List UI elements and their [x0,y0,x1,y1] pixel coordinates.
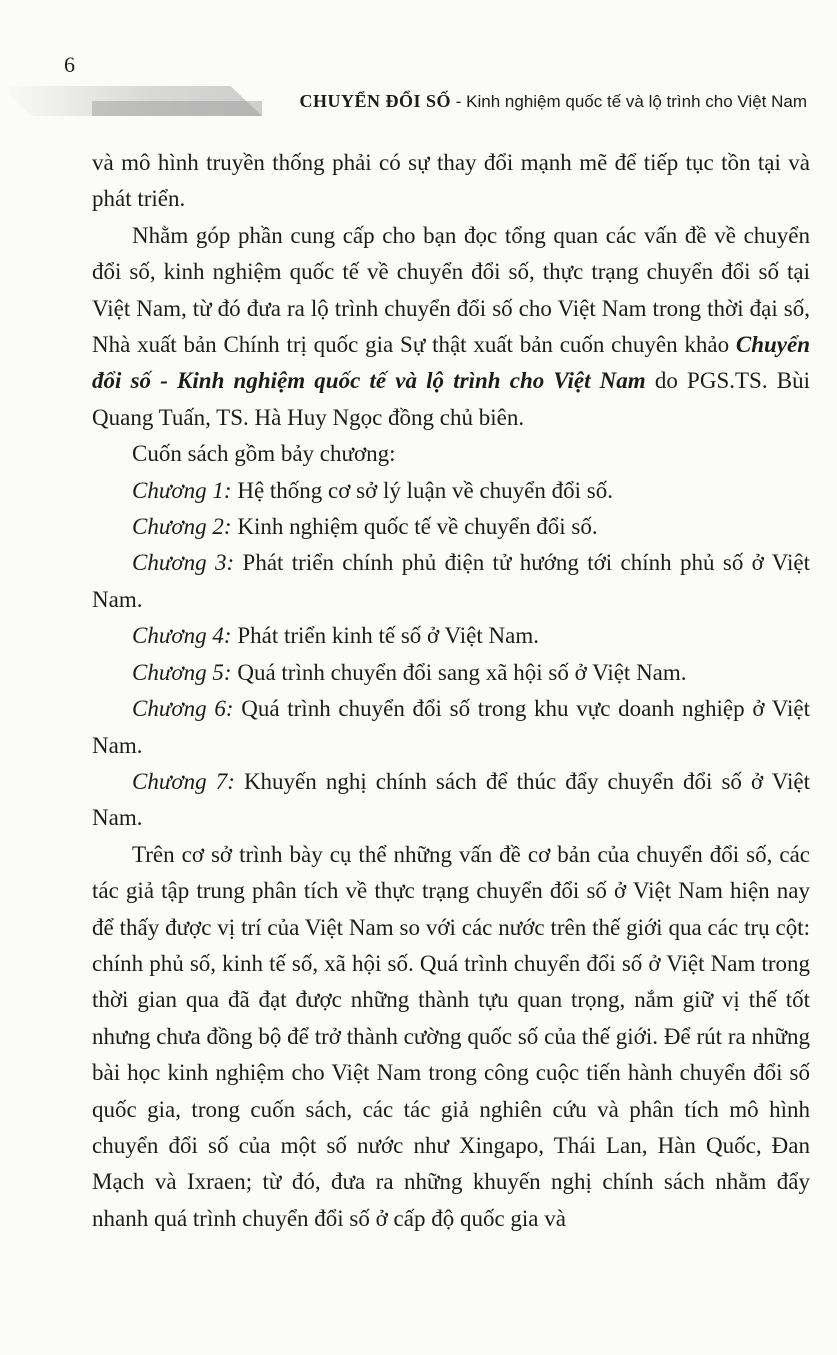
header-decoration-underline [92,101,262,116]
chapter-item [92,545,810,618]
chapter-label: Chương 4: [132,623,232,649]
running-head [300,90,807,113]
chapter-text: Kinh nghiệm quốc tế về chuyển đổi số. [231,514,598,540]
text-block [92,145,810,1237]
chapters-intro: Cuốn sách gồm bảy chương: [132,441,396,467]
chapter-text: Khuyến nghị chính sách để thúc đẩy chuyển đổi số ở Việt Nam. [92,768,810,831]
running-head-title: CHUYỂN ĐỔI SỐ [299,91,452,111]
chapter-item [92,473,810,509]
chapter-text: Quá trình chuyển đổi sang xã hội số ở Việt Nam. [231,659,687,685]
intro-text-before: Nhằm góp phần cung cấp cho bạn đọc tổng quan các vấn đề về chuyển đổi số, kinh nghiệm quốc tế về chuyển đổi số, thực trạng chuyển đổi số tại Việt Nam, từ đó đưa ra lộ trình chuyển đổi số cho Việt Nam trong thời đại số, Nhà xuất bản Chính trị quốc gia Sự thật xuất bản cuốn chuyên khảo [92,222,810,358]
chapter-label: Chương 6: [132,696,234,722]
paragraph-summary: Trên cơ sở trình bày cụ thể những vấn đề cơ bản của chuyển đổi số, các tác giả tập trung phân tích về thực trạng chuyển đổi số ở Việt Nam hiện nay để thấy được vị trí của Việt Nam so với các nước trên thế giới qua các trụ cột: chính phủ số, kinh tế số, xã hội số. Quá trình chuyển đổi số ở Việt Nam trong thời gian qua đã đạt được những thành tựu quan trọng, nắm giữ vị thế tốt nhưng chưa đồng bộ để trở thành cường quốc số của thế giới. Để rút ra những bài học kinh nghiệm cho Việt Nam trong công cuộc tiến hành chuyển đổi số quốc gia, trong cuốn sách, các tác giả nghiên cứu và phân tích mô hình chuyển đổi số của một số nước như Xingapo, Thái Lan, Hàn Quốc, Đan Mạch và Ixraen; từ đó, đưa ra những khuyến nghị chính sách nhằm đẩy nhanh quá trình chuyển đổi số ở cấp độ quốc gia và [92,841,810,1231]
chapter-item [92,655,810,691]
paragraph-continuation: và mô hình truyền thống phải có sự thay đổi mạnh mẽ để tiếp tục tồn tại và phát triển. [92,150,810,212]
chapter-item [92,764,810,837]
chapter-label: Chương 5: [132,659,232,685]
chapter-item [92,509,810,545]
page-number: 6 [64,52,75,77]
chapter-item [92,618,810,654]
chapter-text: Phát triển kinh tế số ở Việt Nam. [231,623,539,649]
chapter-label: Chương 2: [132,514,232,540]
chapter-label: Chương 3: [132,550,235,576]
chapter-text: Phát triển chính phủ điện tử hướng tới chính phủ số ở Việt Nam. [92,550,810,612]
intro-text-after: do PGS.TS. Bùi Quang Tuấn, TS. Hà Huy Ngọc đồng chủ biên. [92,368,810,430]
running-head-subtitle: - Kinh nghiệm quốc tế và lộ trình cho Việt Nam [451,92,807,111]
chapter-label: Chương 7: [132,768,235,794]
paragraph-intro [92,218,810,436]
chapter-text: Hệ thống cơ sở lý luận về chuyển đổi số. [231,477,613,503]
intro-book-title: Chuyển đổi số - Kinh nghiệm quốc tế và lộ trình cho Việt Nam [92,332,810,394]
chapter-item [92,691,810,764]
chapter-label: Chương 1: [132,477,232,503]
chapter-text: Quá trình chuyển đổi số trong khu vực doanh nghiệp ở Việt Nam. [92,696,810,758]
